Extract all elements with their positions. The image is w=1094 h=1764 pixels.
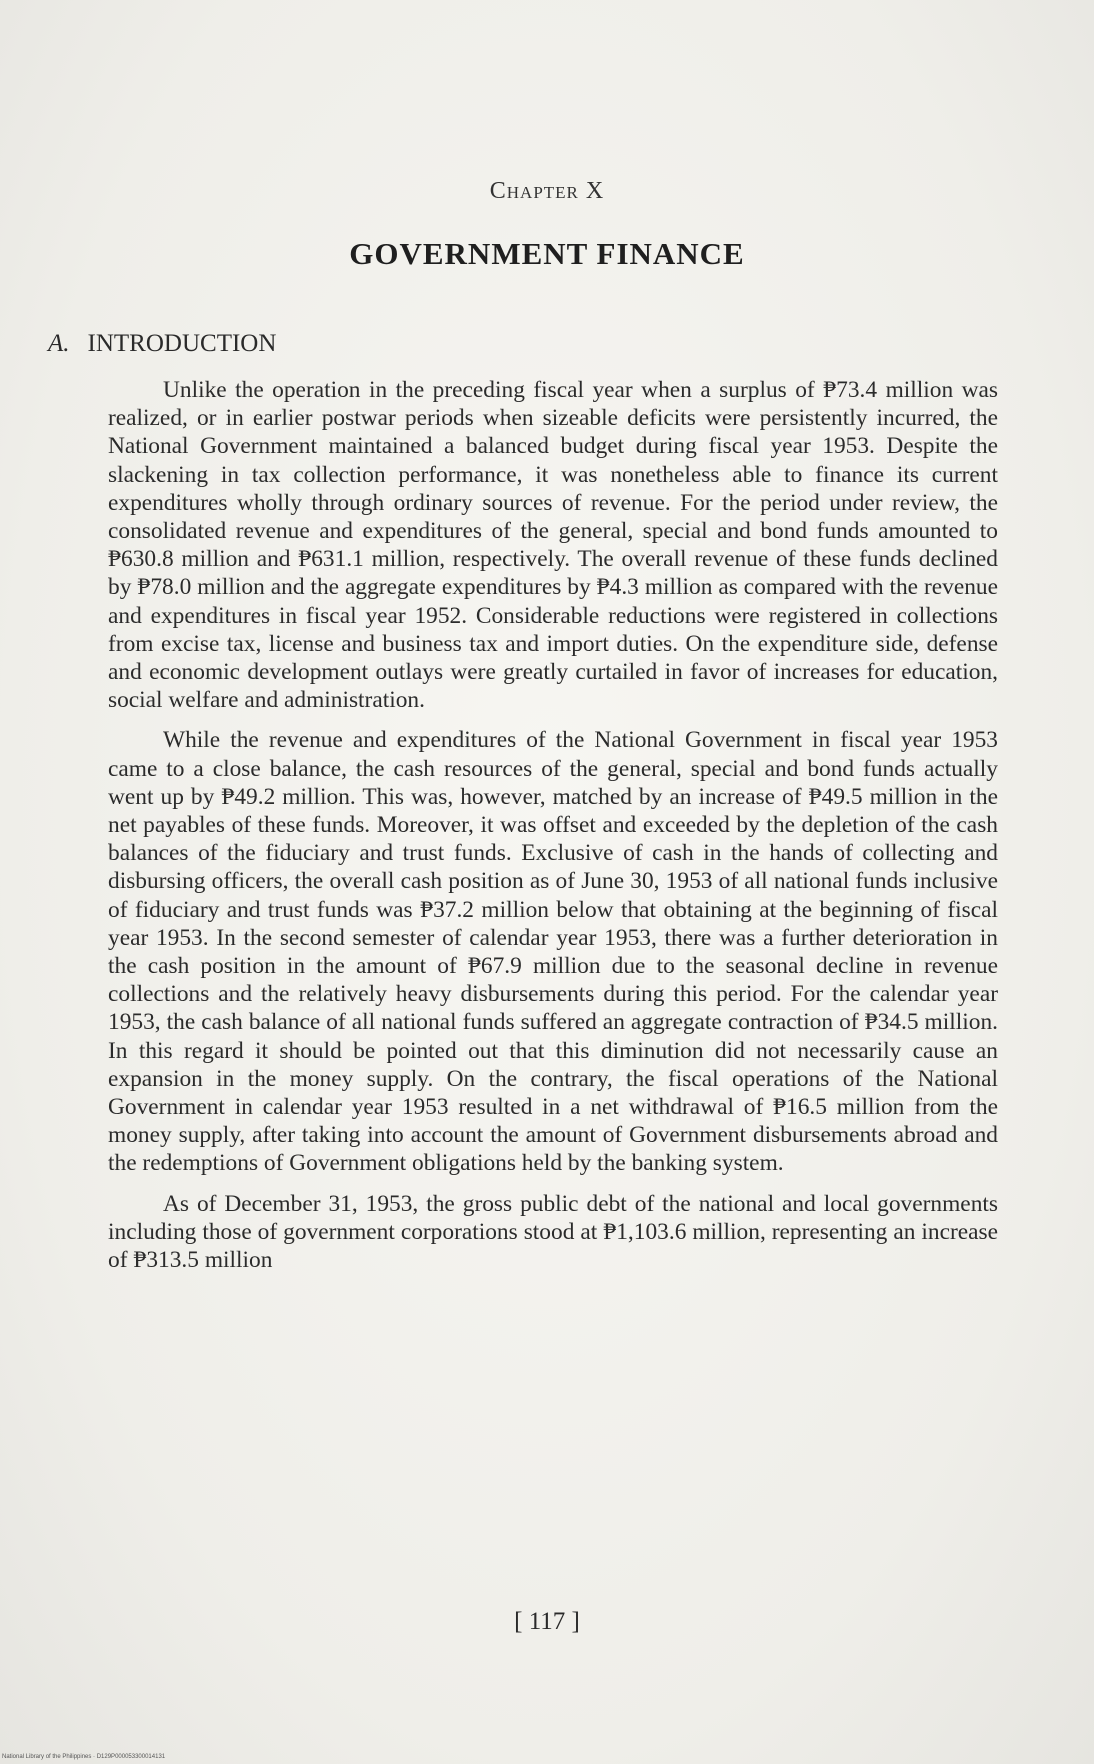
paragraph-2: While the revenue and expenditures of the National Government in fiscal year 1953 came to a close balance, the cash resources of the general, special and bond funds actually went up by ₱49.2 million. This was, however, matched by an increase of ₱49.5 million in the net payables of these funds. Moreover, it was offset and exceeded by the depletion of the cash balances of the fiduciary and trust funds. Exclusive of cash in the hands of collecting and disbursing officers, the overall cash position as of June 30, 1953 of all national funds inclusive of fiduciary and trust funds was ₱37.2 million below that obtaining at the beginning of fiscal year 1953. In the second semester of calendar year 1953, there was a further deterioration in the cash position in the amount of ₱67.9 million due to the seasonal decline in revenue collections and the relatively heavy disbursements during this period. For the calendar year 1953, the cash balance of all national funds suffered an aggregate contraction of ₱34.5 million. In this regard it should be pointed out that this diminution did not necessarily cause an expansion in the money supply. On the contrary, the fiscal operations of the National Government in calendar year 1953 resulted in a net withdrawal of ₱16.5 million from the money supply, after taking into account the amount of Government disbursements abroad and the redemptions of Government obligations held by the banking system.: [108, 727, 998, 1177]
paragraph-3: As of December 31, 1953, the gross public debt of the national and local governments including those of government corporations stood at ₱1,103.6 million, representing an increase of ₱313.5 million: [108, 1190, 998, 1274]
chapter-label: Chapter X: [489, 178, 605, 204]
chapter-title: GOVERNMENT FINANCE: [349, 236, 745, 271]
section-heading: [48, 330, 276, 358]
paragraph-1: Unlike the operation in the preceding fiscal year when a surplus of ₱73.4 million was realized, or in earlier postwar periods when sizeable deficits were persistently incurred, the National Government maintained a balanced budget during fiscal year 1953. Despite the slackening in tax collection performance, it was nonetheless able to finance its current expenditures wholly through ordinary sources of revenue. For the period under review, the consolidated revenue and expenditures of the general, special and bond funds amounted to ₱630.8 million and ₱631.1 million, respectively. The overall revenue of these funds declined by ₱78.0 million and the aggregate expenditures by ₱4.3 million as compared with the revenue and expenditures in fiscal year 1952. Considerable reductions were registered in collections from excise tax, license and business tax and import duties. On the expenditure side, defense and economic development outlays were greatly curtailed in favor of increases for education, social welfare and administration.: [108, 377, 998, 714]
body-text: [108, 376, 998, 1286]
page-number: [ 117 ]: [514, 1608, 580, 1635]
section-title: INTRODUCTION: [87, 330, 277, 357]
footer-credit: National Library of the Philippines · D129P000053300014131: [2, 1754, 166, 1760]
section-letter: A.: [48, 330, 70, 357]
